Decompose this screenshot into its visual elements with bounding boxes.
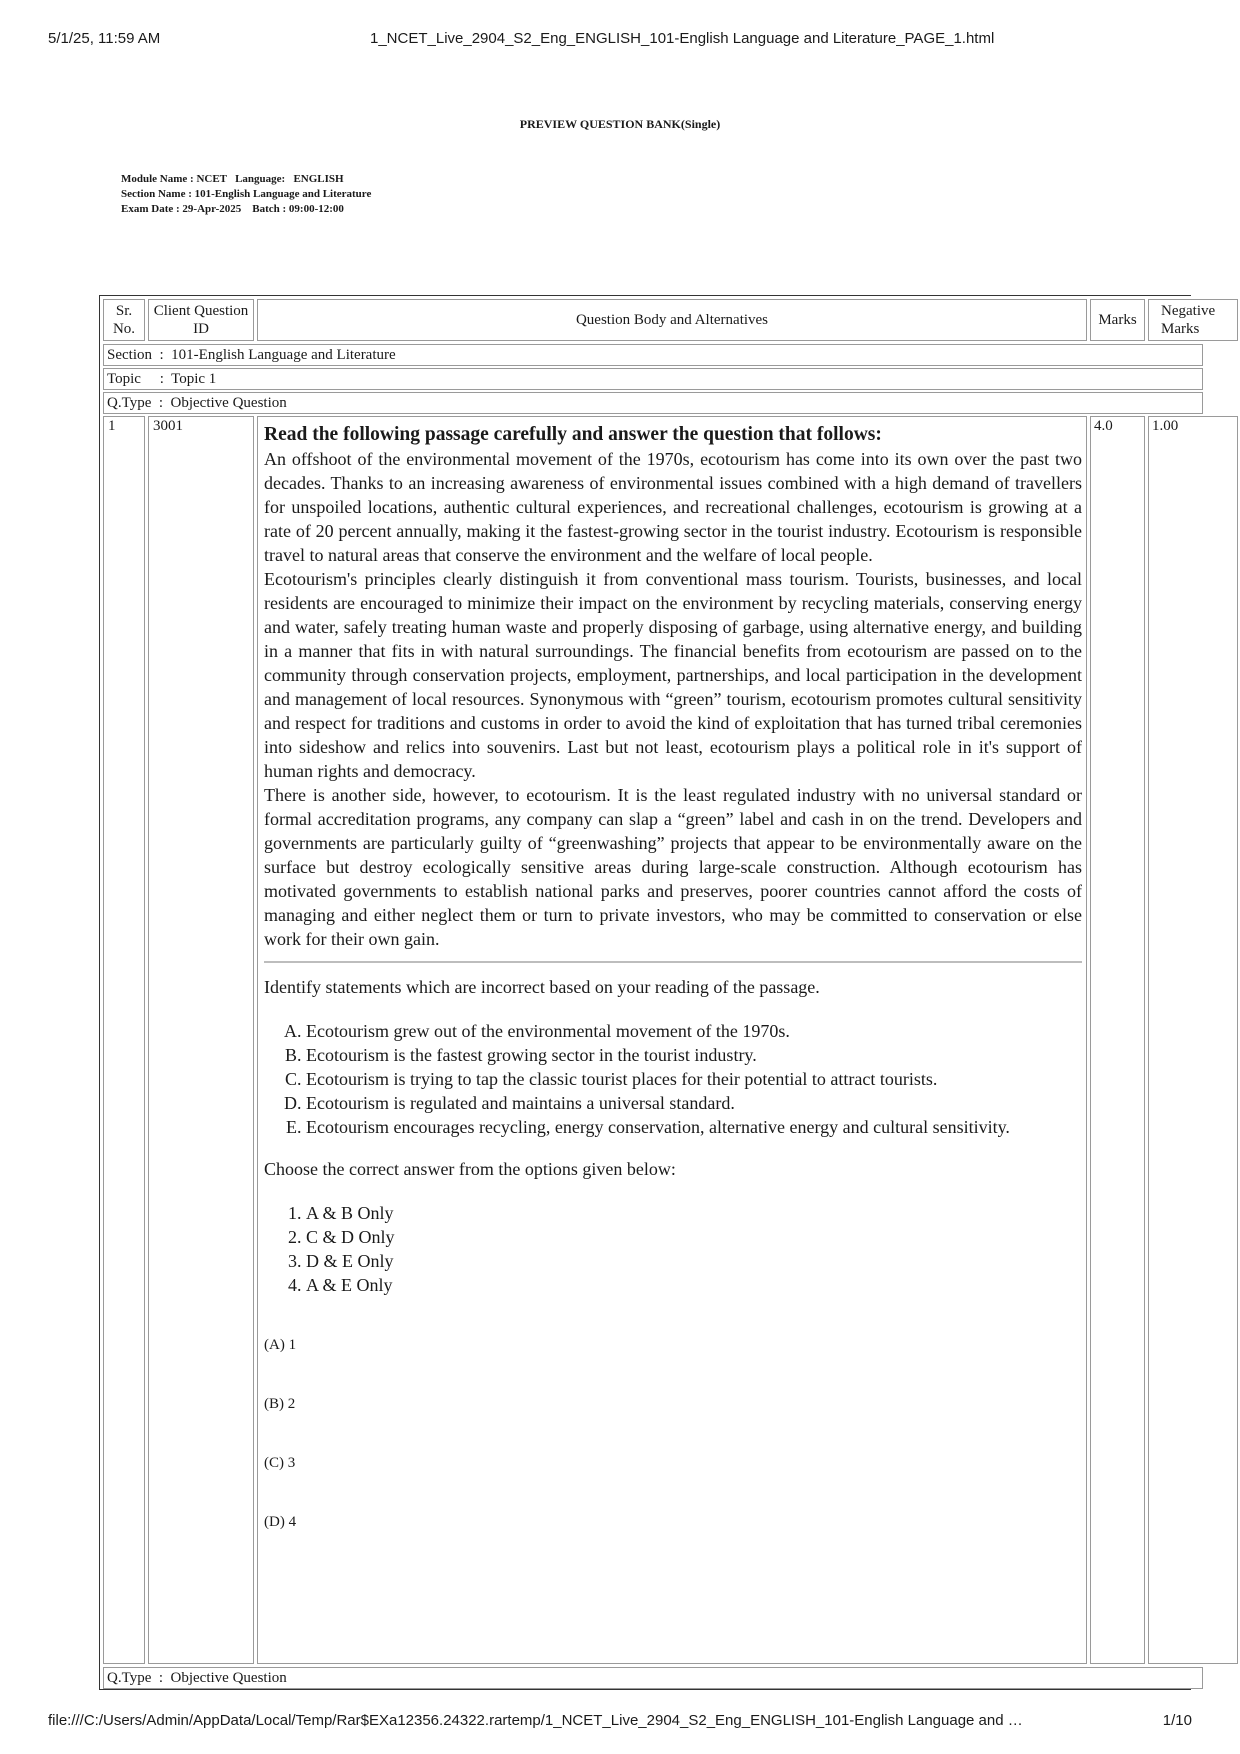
print-footer	[48, 1712, 1192, 1736]
passage-instruction: Read the following passage carefully and answer the question that follows:	[264, 424, 882, 445]
question-marks: 4.0	[1090, 416, 1145, 1664]
passage-paragraph-1: An offshoot of the environmental movement of the 1970s, ecotourism has come into its own over the past two decades. Thanks to an increasing awareness of environmental issues combined with a high demand of travellers for unspoiled locations, authentic cultural experiences, and recreational challenges, ecotourism is growing at a rate of 20 percent annually, making it the fastest-growing sector in the tourist industry. Ecotourism is responsible travel to natural areas that conserve the environment and the welfare of local people.	[264, 449, 1082, 565]
option-item: 3. D & E Only	[306, 1249, 1082, 1273]
passage	[264, 447, 1082, 951]
question-body-cell	[257, 416, 1087, 1664]
option-list	[264, 1201, 1082, 1297]
header-question-body: Question Body and Alternatives	[257, 299, 1087, 341]
option-item: 1. A & B Only	[306, 1201, 1082, 1225]
print-header	[48, 30, 1192, 54]
question-bank-table	[99, 295, 1216, 1690]
statement-item: B. Ecotourism is the fastest growing sector in the tourist industry.	[306, 1043, 1082, 1067]
question-client-id: 3001	[148, 416, 254, 1664]
alternative-b: (B) 2	[264, 1396, 296, 1412]
qtype-row-next: Q.Type : Objective Question	[103, 1667, 1203, 1689]
header-marks: Marks	[1090, 299, 1145, 341]
option-item: 2. C & D Only	[306, 1225, 1082, 1249]
option-item: 4. A & E Only	[306, 1273, 1082, 1297]
qtype-row: Q.Type : Objective Question	[103, 392, 1203, 414]
module-language-line: Module Name : NCET Language: ENGLISH	[121, 173, 344, 185]
alternatives	[264, 1335, 1082, 1532]
question-negative-marks: 1.00	[1148, 416, 1238, 1664]
topic-row: Topic : Topic 1	[103, 368, 1203, 390]
document-title: PREVIEW QUESTION BANK(Single)	[519, 117, 721, 131]
header-negative-marks: Negative Marks	[1148, 299, 1238, 341]
file-url: file:///C:/Users/Admin/AppData/Local/Temp/Rar$EXa12356.24322.rartemp/1_NCET_Live_2904_S2_Eng_ENGLISH_101-English Language and …	[48, 1712, 1023, 1729]
question-sr-no: 1	[103, 416, 145, 1664]
question-stem: Identify statements which are incorrect based on your reading of the passage.	[264, 977, 820, 997]
statement-item: D. Ecotourism is regulated and maintains a universal standard.	[306, 1091, 1082, 1115]
page-number: 1/10	[1162, 1712, 1192, 1729]
divider	[264, 961, 1082, 963]
passage-paragraph-3: There is another side, however, to ecotourism. It is the least regulated industry with no universal standard or formal accreditation programs, any company can slap a “green” label and cash in on the trend. Developers and governments are particularly guilty of “greenwashing” projects that appear to be environmentally aware on the surface but destroy ecologically sensitive areas during large-scale construction. Although ecotourism has motivated governments to establish national parks and preserves, poorer countries cannot afford the costs of managing and either neglect them or turn to private investors, who may be committed to conservation or else work for their own gain.	[264, 785, 1082, 949]
exam-date-line: Exam Date : 29-Apr-2025 Batch : 09:00-12:00	[121, 203, 344, 215]
exam-meta	[121, 172, 371, 217]
alternative-c: (C) 3	[264, 1455, 296, 1471]
statement-list	[264, 1019, 1082, 1139]
header-sr-no: Sr. No.	[103, 299, 145, 341]
statement-item: E. Ecotourism encourages recycling, energy conservation, alternative energy and cultural sensitivity.	[306, 1115, 1082, 1139]
passage-paragraph-2: Ecotourism's principles clearly distinguish it from conventional mass tourism. Tourists, businesses, and local residents are encouraged to minimize their impact on the environment by recycling materials, conserving energy and water, safely treating human waste and properly disposing of garbage, using alternative energy, and building in a manner that fits in with natural surroundings. The financial benefits from ecotourism are passed on to the community through conservation projects, employment, partnerships, and local participation in the development and management of local resources. Synonymous with “green” tourism, ecotourism promotes cultural sensitivity and respect for traditions and customs in order to avoid the kind of exploitation that has turned tribal ceremonies into sideshow and relics into souvenirs. Last but not least, ecotourism plays a political role in it's support of human rights and democracy.	[264, 569, 1082, 781]
header-client-question-id: Client Question ID	[148, 299, 254, 341]
alternative-d: (D) 4	[264, 1514, 297, 1530]
statement-item: A. Ecotourism grew out of the environmental movement of the 1970s.	[306, 1019, 1082, 1043]
choose-instruction: Choose the correct answer from the options given below:	[264, 1159, 676, 1179]
statement-item: C. Ecotourism is trying to tap the classic tourist places for their potential to attract tourists.	[306, 1067, 1082, 1091]
print-datetime: 5/1/25, 11:59 AM	[48, 30, 161, 47]
question-body	[264, 423, 1082, 1571]
print-page-title: 1_NCET_Live_2904_S2_Eng_ENGLISH_101-English Language and Literature_PAGE_1.html	[370, 30, 995, 47]
section-row: Section : 101-English Language and Literature	[103, 344, 1203, 366]
section-name-line: Section Name : 101-English Language and Literature	[121, 188, 372, 200]
alternative-a: (A) 1	[264, 1337, 297, 1353]
